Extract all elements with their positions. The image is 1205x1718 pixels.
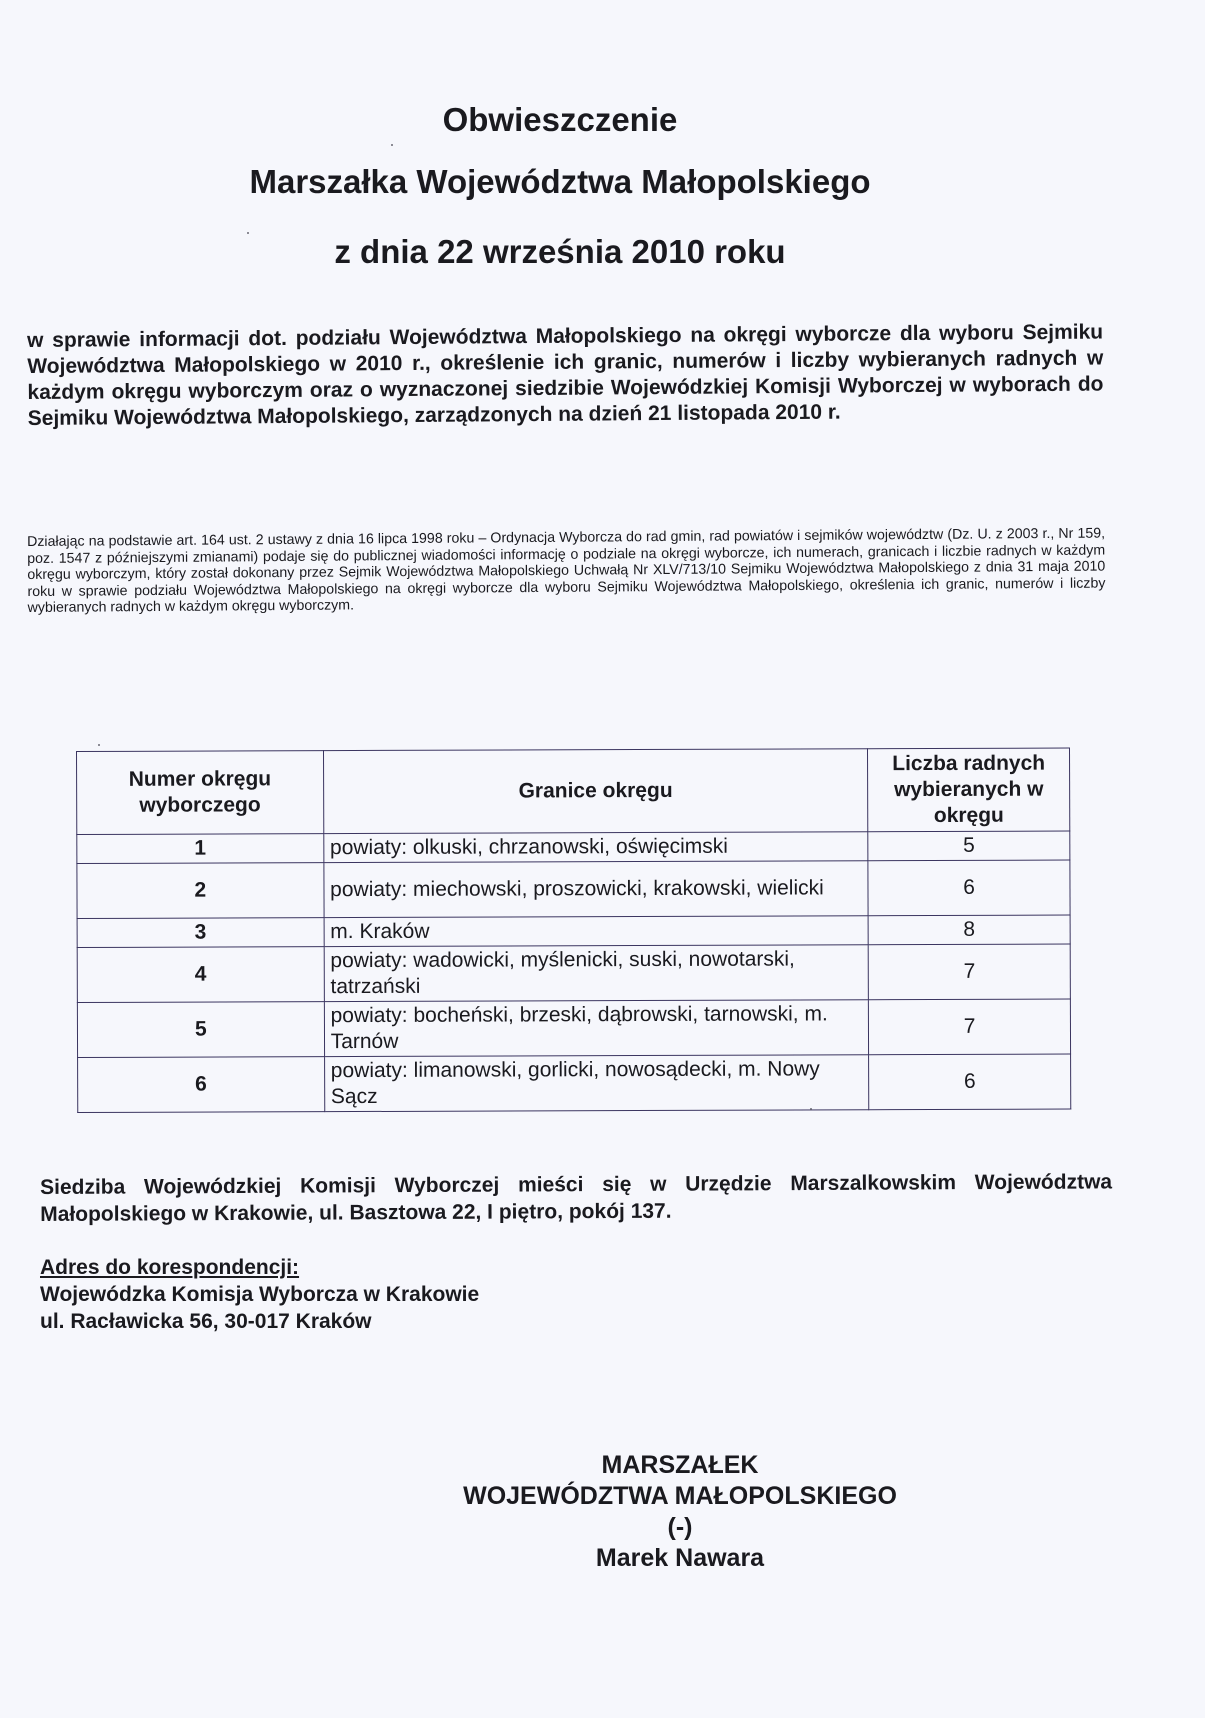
- councillors-count: 6: [868, 860, 1070, 916]
- table-header-row: [77, 748, 1070, 834]
- district-boundaries: powiaty: olkuski, chrzanowski, oświęcimski: [323, 832, 868, 863]
- correspondence-heading: Adres do korespondencji:: [40, 1256, 300, 1279]
- district-number: 5: [77, 1002, 324, 1058]
- signature-name: Marek Nawara: [595, 1544, 765, 1572]
- correspondence-address: [40, 1254, 479, 1335]
- table-row: [77, 999, 1070, 1057]
- district-number: 1: [77, 834, 324, 864]
- scan-speck: [247, 232, 249, 234]
- subject-paragraph: w sprawie informacji dot. podziału Województwa Małopolskiego na okręgi wyborcze dla wyboru Sejmiku Województwa Małopolskiego w 2010 r., określenie ich granic, numerów i liczby wybieranych radnych w każdym okręgu wyborczym oraz o wyznaczonej siedzibie Wojewódzkiej Komisji Wyborczej w wyborach do Sejmiku Województwa Małopolskiego, zarządzonych na dzień 21 listopada 2010 r.: [27, 320, 1104, 430]
- legal-basis-paragraph: Działając na podstawie art. 164 ust. 2 ustawy z dnia 16 lipca 1998 roku – Ordynacja Wyborcza do rad gmin, rad powiatów i sejmików województw (Dz. U. z 2003 r., Nr 159, poz. 1547 z późniejszymi zmianami) podaje się do publicznej wiadomości informację o podziale na okręgi wyborcze, ich numerach, granicach i liczbie radnych w każdym okręgu wyborczym, który został dokonany przez Sejmik Województwa Małopolskiego Uchwałą Nr XLV/713/10 Sejmiku Województwa Małopolskiego z dnia 31 maja 2010 roku w sprawie podziału Województwa Małopolskiego na okręgi wyborcze dla wyboru Sejmiku Województwa Małopolskiego, określenia ich granic, numerów i liczby wybieranych radnych w każdym okręgu wyborczym.: [27, 525, 1106, 617]
- electoral-districts-table: [76, 748, 1071, 1113]
- signature-title: MARSZAŁEK: [601, 1451, 759, 1479]
- signature-office: WOJEWÓDZTWA MAŁOPOLSKIEGO: [463, 1482, 897, 1510]
- signature-block: [430, 1450, 930, 1574]
- header-district-boundaries: Granice okręgu: [323, 749, 868, 834]
- correspondence-line-1: Wojewódzka Komisja Wyborcza w Krakowie: [40, 1283, 480, 1306]
- district-number: 3: [77, 918, 324, 948]
- district-boundaries: m. Kraków: [324, 916, 869, 947]
- councillors-count: 5: [868, 831, 1070, 861]
- councillors-count: 7: [868, 944, 1070, 1000]
- district-boundaries: powiaty: wadowicki, myślenicki, suski, nowotarski, tatrzański: [324, 945, 869, 1002]
- district-number: 4: [77, 947, 324, 1003]
- header-district-number: Numer okręgu wyborczego: [77, 751, 324, 835]
- district-boundaries: powiaty: limanowski, gorlicki, nowosądecki, m. Nowy Sącz: [324, 1055, 869, 1112]
- document-title-line-1: Obwieszczenie: [442, 101, 678, 138]
- commission-seat-paragraph: Siedziba Wojewódzkiej Komisji Wyborczej mieści się w Urzędzie Marszalkowskim Województwa Małopolskiego w Krakowie, ul. Basztowa 22, I piętro, pokój 137.: [40, 1170, 1113, 1226]
- table-row: [78, 1054, 1071, 1112]
- document-title-line-2: Marszałka Województwa Małopolskiego: [249, 163, 871, 200]
- signature-mark: (-): [667, 1513, 693, 1541]
- table-row: [77, 860, 1070, 918]
- district-boundaries: powiaty: miechowski, proszowicki, krakowski, wielicki: [324, 861, 869, 918]
- district-number: 2: [77, 863, 324, 919]
- scan-speck: [391, 144, 393, 146]
- councillors-count: 6: [869, 1054, 1071, 1110]
- scan-speck: [810, 1108, 812, 1110]
- table-row: [77, 831, 1070, 863]
- table-row: [77, 944, 1070, 1002]
- document-title-line-3: z dnia 22 września 2010 roku: [334, 233, 786, 270]
- scan-speck: [98, 744, 100, 746]
- district-boundaries: powiaty: bocheński, brzeski, dąbrowski, tarnowski, m. Tarnów: [324, 1000, 869, 1057]
- councillors-count: 7: [869, 999, 1071, 1055]
- correspondence-line-2: ul. Racławicka 56, 30-017 Kraków: [40, 1310, 372, 1333]
- district-number: 6: [78, 1057, 325, 1113]
- councillors-count: 8: [868, 915, 1070, 945]
- table-row: [77, 915, 1070, 947]
- header-councillors-count: Liczba radnych wybieranych w okręgu: [868, 748, 1070, 832]
